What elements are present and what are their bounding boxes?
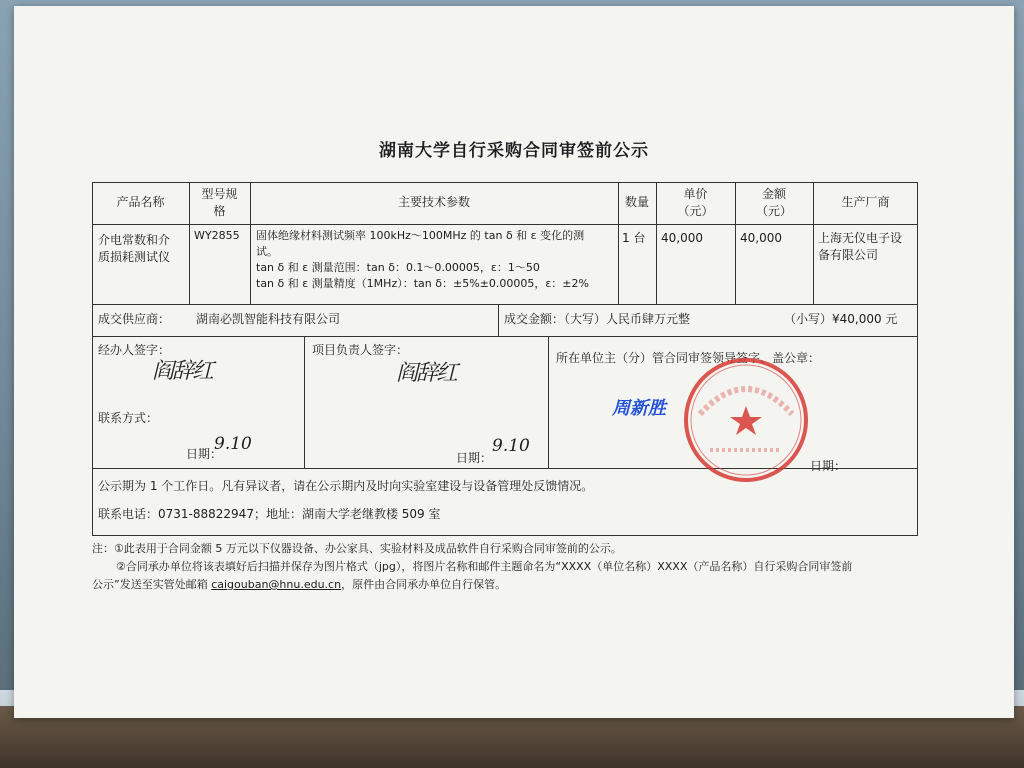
- cell-unit-price: 40,000: [661, 231, 703, 245]
- document-content: [24, 6, 1004, 718]
- notice-line1: 公示期为 1 个工作日。凡有异议者，请在公示期内及时向实验室建设与设备管理处反馈情况。: [98, 479, 594, 493]
- pm-date-label: 日期：: [456, 451, 493, 465]
- deal-amount-small: （小写）¥40,000 元: [784, 312, 898, 326]
- official-seal-stamp: [680, 354, 812, 486]
- leader-signature: 周新胜: [612, 398, 666, 419]
- header-unit-price-line1: 单价: [683, 187, 708, 201]
- handler-date: 9.10: [214, 434, 252, 454]
- cell-params: [256, 228, 618, 292]
- params-line1: 固体绝缘材料测试频率 100kHz～100MHz 的 tan δ 和 ε 变化的测: [256, 229, 585, 242]
- header-unit-price-line2: （元）: [677, 204, 714, 218]
- leader-date-label: 日期：: [810, 459, 847, 473]
- row-divider: [92, 336, 918, 337]
- note-3-part-a: 公示”发送至实管处邮箱: [92, 578, 212, 591]
- header-qty: 数量: [624, 195, 649, 209]
- params-line4: tan δ 和 ε 测量精度（1MHz）：tan δ：±5%±0.00005，ε：±2%: [256, 277, 589, 290]
- header-amount: [735, 186, 813, 220]
- product-name-line2: 质损耗测试仪: [98, 250, 171, 264]
- leader-label: 所在单位主（分）管合同审签领导签字、盖公章：: [556, 351, 821, 365]
- header-amount-line2: （元）: [755, 204, 792, 218]
- document-sheet: [14, 6, 1014, 718]
- params-line3: tan δ 和 ε 测量范围：tan δ：0.1～0.00005，ε：1～50: [256, 261, 540, 274]
- params-line2: 试。: [256, 245, 278, 258]
- contact-label: 联系方式：: [98, 411, 159, 425]
- product-name-line1: 介电常数和介: [98, 233, 171, 247]
- deal-amount-label: 成交金额：（大写）人民币肆万元整: [504, 312, 691, 326]
- header-amount-line1: 金额: [761, 187, 786, 201]
- cell-maker: [818, 230, 918, 264]
- cell-product-name: [98, 232, 188, 266]
- header-maker: 生产厂商: [841, 195, 890, 209]
- note-2: ②合同承办单位将该表填好后扫描并保存为图片格式（jpg），将图片名称和邮件主题命名为“XXXX（单位名称）XXXX（产品名称）自行采购合同审签前: [116, 560, 853, 573]
- pm-date: 9.10: [492, 436, 530, 456]
- row-divider: [92, 224, 918, 225]
- header-model: [189, 186, 250, 220]
- handler-signature: 阎辞红: [152, 359, 213, 384]
- handler-label: 经办人签字：: [98, 343, 171, 357]
- handler-date-label: 日期：: [186, 447, 223, 461]
- email-link[interactable]: caigouban@hnu.edu.cn: [211, 578, 342, 591]
- maker-line2: 备有限公司: [818, 248, 879, 262]
- document-title: 湖南大学自行采购合同审签前公示: [379, 141, 649, 161]
- col-divider: [498, 304, 499, 336]
- header-product-name: 产品名称: [116, 195, 165, 209]
- notice-line2: 联系电话：0731-88822947；地址：湖南大学老继教楼 509 室: [98, 507, 441, 521]
- note-1: 注：①此表用于合同金额 5 万元以下仪器设备、办公家具、实验材料及成品软件自行采购合同审签前的公示。: [92, 542, 622, 555]
- cell-amount: 40,000: [740, 231, 782, 245]
- header-model-line1: 型号规: [201, 187, 238, 201]
- row-divider: [92, 304, 918, 305]
- header-model-line2: 格: [213, 204, 226, 218]
- cell-qty: 1 台: [622, 231, 646, 245]
- supplier-label: 成交供应商：: [98, 312, 171, 326]
- header-unit-price: [656, 186, 735, 220]
- pm-signature: 阎辞红: [396, 361, 457, 386]
- cell-model: WY2855: [194, 229, 240, 242]
- maker-line1: 上海无仪电子设: [818, 231, 903, 245]
- note-3: [92, 576, 972, 594]
- supplier-value: 湖南必凯智能科技有限公司: [196, 312, 341, 326]
- col-divider: [548, 336, 549, 468]
- note-3-part-b: ，原件由合同承办单位自行保管。: [341, 578, 507, 591]
- header-params: 主要技术参数: [397, 195, 470, 209]
- col-divider: [304, 336, 305, 468]
- pm-label: 项目负责人签字：: [312, 343, 409, 357]
